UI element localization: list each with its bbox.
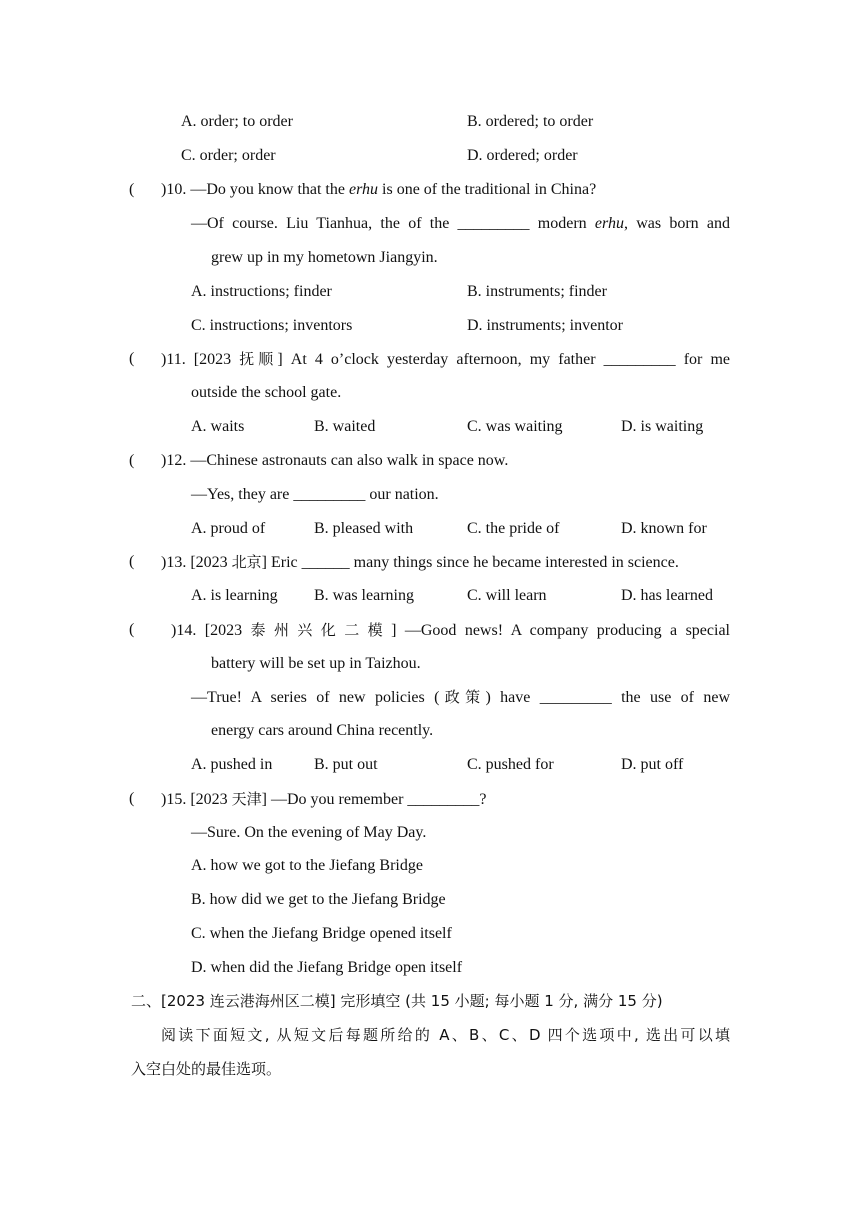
- q9-option-a: A. order; to order: [181, 113, 293, 130]
- q11-answer-paren: (: [129, 350, 135, 367]
- q12-stem: )12. —Chinese astronauts can also walk in space now.: [161, 452, 509, 469]
- section2-instructions-line1: 阅读下面短文, 从短文后每题所给的 A、B、C、D 四个选项中, 选出可以填: [161, 1026, 730, 1044]
- q13-option-d: D. has learned: [621, 587, 713, 604]
- q10-stem: [161, 180, 596, 200]
- q14-stem-text: )14. [2023: [171, 622, 251, 639]
- q14-stem-text-end: ] —Good news! A company producing a special: [391, 622, 730, 639]
- q10-option-a: A. instructions; finder: [191, 283, 332, 300]
- section2-heading: 二、[2023 连云港海州区二模] 完形填空 (共 15 小题; 每小题 1 分, 满分 15 分): [131, 992, 663, 1010]
- q13-option-b: B. was learning: [314, 587, 414, 604]
- q11-line2: outside the school gate.: [191, 384, 342, 401]
- q14-line3-gloss: 政策: [439, 688, 486, 706]
- q14-option-a: A. pushed in: [191, 756, 273, 773]
- q10-stem-text: )10. —Do you know that the: [161, 181, 349, 198]
- q10-option-d: D. instruments; inventor: [467, 317, 623, 334]
- section2-instructions-line2: 入空白处的最佳选项。: [131, 1060, 282, 1078]
- q10-option-b: B. instruments; finder: [467, 283, 607, 300]
- q12-option-c: C. the pride of: [467, 520, 560, 537]
- q9-option-b: B. ordered; to order: [467, 113, 594, 130]
- q13-source: 北京: [231, 553, 262, 571]
- q14-option-c: C. pushed for: [467, 756, 554, 773]
- q9-option-d: D. ordered; order: [467, 147, 578, 164]
- q10-stem-text-end: is one of the traditional in China?: [378, 181, 597, 198]
- q15-stem-text: )15. [2023: [161, 791, 232, 808]
- q14-answer-paren: (: [129, 621, 135, 638]
- q13-stem-text-end: ] Eric ______ many things since he became interested in science.: [261, 554, 679, 571]
- q11-option-c: C. was waiting: [467, 418, 563, 435]
- q14-option-b: B. put out: [314, 756, 378, 773]
- q15-answer-paren: (: [129, 790, 135, 807]
- q13-answer-paren: (: [129, 553, 135, 570]
- q14-source: 泰州兴化二模: [250, 621, 392, 639]
- q14-line3-text: —True! A series of new policies (: [191, 689, 440, 706]
- q13-option-a: A. is learning: [191, 587, 278, 604]
- q14-line4: energy cars around China recently.: [211, 722, 434, 739]
- q15-line2: —Sure. On the evening of May Day.: [191, 824, 427, 841]
- q10-line2: [191, 214, 730, 234]
- q10-line2-text: —Of course. Liu Tianhua, the of the _________ modern: [191, 215, 595, 232]
- q10-answer-paren: (: [129, 181, 135, 198]
- q10-line2-text-end: , was born and: [623, 215, 730, 232]
- q12-option-b: B. pleased with: [314, 520, 414, 537]
- q12-line2: —Yes, they are _________ our nation.: [191, 486, 439, 503]
- q10-option-c: C. instructions; inventors: [191, 317, 353, 334]
- q11-option-d: D. is waiting: [621, 418, 704, 435]
- q15-option-c: C. when the Jiefang Bridge opened itself: [191, 925, 452, 942]
- q11-source: 抚顺: [239, 350, 278, 368]
- q13-option-c: C. will learn: [467, 587, 547, 604]
- q12-answer-paren: (: [129, 452, 135, 469]
- q11-stem: [161, 349, 730, 370]
- q10-stem-italic: erhu: [348, 181, 379, 198]
- q15-source: 天津: [231, 790, 262, 808]
- q10-line2-italic: erhu: [594, 215, 624, 232]
- q14-stem: [171, 620, 730, 641]
- q15-option-a: A. how we got to the Jiefang Bridge: [191, 857, 423, 874]
- q9-option-c: C. order; order: [181, 147, 276, 164]
- q11-option-b: B. waited: [314, 418, 376, 435]
- q14-option-d: D. put off: [621, 756, 684, 773]
- q15-option-b: B. how did we get to the Jiefang Bridge: [191, 891, 446, 908]
- q15-stem: [161, 789, 487, 810]
- q11-option-a: A. waits: [191, 418, 245, 435]
- q11-stem-text: )11. [2023: [161, 351, 240, 368]
- q11-stem-text-end: ] At 4 o’clock yesterday afternoon, my father _________ for me: [277, 351, 730, 368]
- q13-stem: [161, 552, 679, 573]
- q12-option-d: D. known for: [621, 520, 707, 537]
- q14-line3-text-end: ) have _________ the use of new: [485, 689, 731, 706]
- q14-line3: [191, 687, 730, 708]
- q15-option-d: D. when did the Jiefang Bridge open itself: [191, 959, 463, 976]
- q10-line3: grew up in my hometown Jiangyin.: [211, 249, 438, 266]
- q12-option-a: A. proud of: [191, 520, 266, 537]
- q14-line2: battery will be set up in Taizhou.: [211, 655, 421, 672]
- q13-stem-text: )13. [2023: [161, 554, 232, 571]
- q15-stem-text-end: ] —Do you remember _________?: [261, 791, 487, 808]
